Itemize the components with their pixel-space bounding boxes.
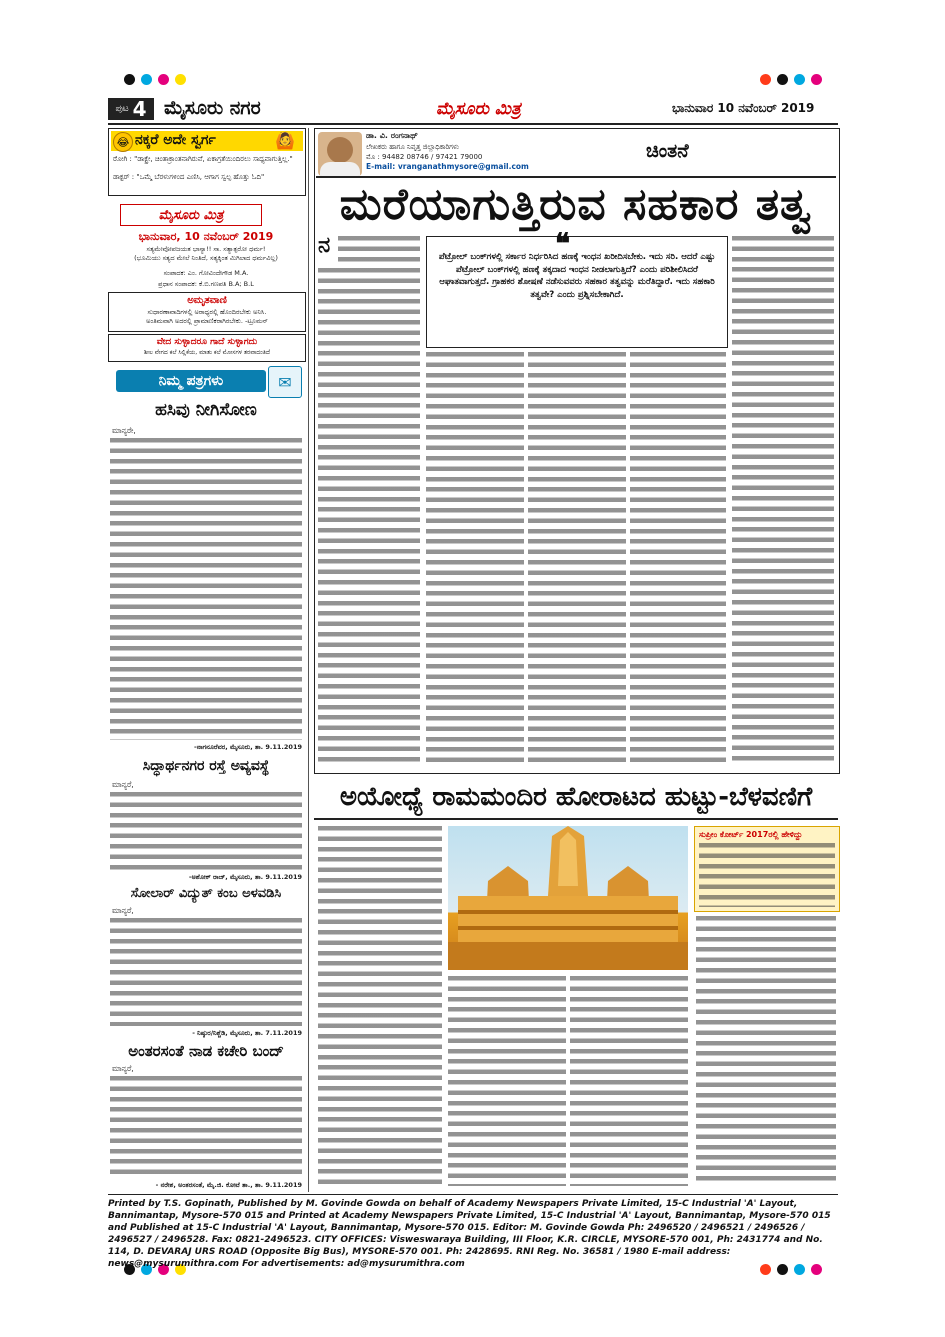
article-text	[630, 352, 726, 766]
article-text	[696, 916, 836, 1186]
imprint-motto: ಸತ್ಯಮೇವೋಪಜಯತ ಭಾಸ್ಯಾ!! ಸಾ. ಸತ್ಯಾತ್ಪರೋ ಧರ್ಮ!	[146, 245, 266, 253]
article-text	[338, 236, 420, 266]
imprint-motto-translation: (ಭೂಮಿಯು ಸತ್ಯದ ಮೇಲೆ ನಿಂತಿದೆ, ಸತ್ಯಕ್ಕಿಂತ ಮಿಗಿಲಾದ ಧರ್ಮವಿಲ್ಲ)	[134, 254, 278, 262]
temple-base	[458, 896, 678, 942]
author-phone: ಮೊ : 94482 08746 / 97421 79000	[366, 153, 483, 161]
joke-box	[108, 128, 306, 196]
author-shirt	[320, 162, 360, 176]
footer-imprint: Printed by T.S. Gopinath, Published by M. Govinde Gowda on behalf of Academy Newspapers Private Limited, 15-C Industrial 'A' Layout, Bannimantap, Mysore-570 015 and Printed at Academy Newspapers Private Limited, 15-C Industrial 'A' Layout, Bannimantap, Mysore-570 015 and Published at 15-C Industrial 'A' Layout, Bannimantap, Mysore-570 015. Editor: M. Govinde Gowda Ph: 2496520 / 2496521 / 2496526 / 2496527 / 2496528. Fax: 0821-2496523. CITY OFFICES: Visweswaraya Building, III Floor, K.R. CIRCLE, MYSORE-570 001, Ph: 2431774 and No. 114, D. DEVARAJ URS ROAD (Opposite Big Bus), MYSORE-570 001. Ph: 2428695. RNI Reg. No. 36581 / 1980 E-mail address: news@mysurumithra.com For advertisements: ad@mysurumithra.com	[108, 1199, 831, 1269]
supreme-court-title: ಸುಪ್ರೀಂ ಕೋರ್ಟ್ 2017ರಲ್ಲಿ ಹೇಳಿದ್ದು	[699, 830, 803, 839]
letter-signoff: - ನರೇಶ, ಅಂತರಸಂತೆ, ಮೈ.ಜಿ. ಕೋಟೆ ತಾ., ತಾ. 9.11.2019	[155, 1181, 302, 1189]
registration-dot	[158, 74, 169, 85]
page-number: 4	[132, 97, 147, 121]
column-divider	[308, 128, 309, 1192]
letter-salutation: ಮಾನ್ಯರೆ,	[112, 780, 134, 789]
letter-signoff: -ನಾಗನೂರೆವರ, ಮೈಸೂರು, ತಾ. 9.11.2019	[194, 743, 302, 751]
imprint-chief-editor: ಪ್ರಧಾನ ಸಂಪಾದಕ: ಕೆ.ಬಿ.ಗಣಪತಿ B.A; B.L	[158, 280, 254, 288]
registration-marks-top-right	[760, 74, 822, 85]
letters-banner-text: ನಿಮ್ಮ ಪತ್ರಗಳು	[158, 373, 224, 389]
joke-line-1: ರೋಗಿ : "ಡಾಕ್ಟ್ರೇ, ಚಿಂತಾಕ್ರಾಂತನಾಗಿರುವೆ, ಏಕಾಗ್ರತೆಯಿಂದಿರಲು ಸಾಧ್ಯವಾಗುತ್ತಿಲ್ಲ."	[113, 155, 293, 163]
proverb-box	[108, 334, 306, 362]
article-text	[570, 976, 688, 1186]
letter-body	[110, 438, 302, 740]
letter-title: ಅಂತರಸಂತೆ ನಾಡ ಕಚೇರಿ ಬಂದ್	[128, 1042, 284, 1060]
temple-band	[458, 910, 678, 914]
column-label: ಚಿಂತನೆ	[646, 140, 689, 162]
author-name: ಡಾ. ವಿ. ರಂಗನಾಥ್	[366, 131, 418, 140]
joke-line-2: ಡಾಕ್ಟರ್ : "ಒಮ್ಮೆ ಬೆರಳುಗಳಿಂದ ಎಣಿಸಿ, ಆಗಾಗ ಸ್ವಲ್ಪ ಹೊತ್ತು ಓದಿ"	[113, 173, 265, 181]
registration-dot	[811, 74, 822, 85]
article-text	[528, 352, 626, 766]
imprint-editor: ಸಂಪಾದಕ: ಎಂ. ಗೋವಿಂದೇಗೌಡ M.A.	[163, 269, 249, 277]
laughing-face-icon: 😂	[113, 132, 133, 152]
registration-dot	[760, 74, 771, 85]
joke-title: ನಕ್ಕರೆ ಅದೇ ಸ್ವರ್ಗ	[135, 132, 216, 148]
imprint-masthead: ಮೈಸೂರು ಮಿತ್ರ	[158, 207, 224, 223]
page-label: ಪುಟ	[115, 104, 129, 114]
registration-dot	[175, 74, 186, 85]
issue-date: ಭಾನುವಾರ 10 ನವೆಂಬರ್ 2019	[672, 101, 815, 115]
letter-signoff: -ಅಶೋಕ್ ರಾಜ್, ಮೈಸೂರು, ತಾ. 9.11.2019	[188, 873, 302, 881]
article-text	[448, 976, 566, 1186]
article-text	[732, 236, 834, 766]
quote-line-1: ಸುಧಾರಣಾವಾದಿಗಳಲ್ಲಿ ಅರಾಧ್ಯರಲ್ಲಿ ಹೊಂದಿರಬೇಕು ಅನಿಸಿ.	[147, 308, 267, 316]
author-face	[327, 137, 353, 163]
letter-title: ಸೋಲಾರ್ ವಿದ್ಯುತ್ ಕಂಬ ಅಳವಡಿಸಿ	[130, 886, 282, 901]
temple-spire-highlight	[558, 832, 578, 886]
letter-salutation: ಮಾನ್ಯರೇ,	[112, 426, 136, 435]
pull-quote-box	[426, 227, 728, 348]
letter-title: ಸಿದ್ಧಾರ್ಥನಗರ ರಸ್ತೆ ಅವ್ಯವಸ್ಥೆ	[142, 758, 270, 774]
letter-body	[110, 918, 302, 1026]
pull-quote-text: ಪೆಟ್ರೋಲ್ ಬಂಕ್‌ಗಳಲ್ಲಿ ಸರ್ಕಾರ ನಿರ್ಧರಿಸಿದ ಹಣಕ್ಕೆ ಇಂಧನ ಖರೀದಿಸಬೇಕು. ಇದು ಸರಿ. ಆದರೆ ಎಷ್ಟು ಪೆಟ್ರೋಲ್ ಬಂಕ್‌ಗಳಲ್ಲಿ ಹಣಕ್ಕೆ ತಕ್ಕದಾದ ಇಂಧನ ನೀಡಲಾಗುತ್ತಿದೆ? ಎಂದು ಪರಿಶೀಲಿಸಿದರೆ ಆಘಾತವಾಗುತ್ತದೆ. ಗ್ರಾಹಕರ ಶೋಷಣೆ ನಡೆಸುವವರು ಸಹಕಾರ ತತ್ವವನ್ನು ಮರೆತಿದ್ದಾರೆ. ಇದು ಸಹಕಾರಿ ತತ್ವವೇ? ಎಂದು ಪ್ರಶ್ನಿಸಬೇಕಾಗಿದೆ.	[438, 252, 716, 300]
letter-signoff: - ನಿಷ್ಠುರ/ನಿಶ್ಚೆಡಿ, ಮೈಸೂರು, ತಾ. 7.11.2019	[192, 1029, 302, 1037]
letter-title: ಹಸಿವು ನೀಗಿಸೋಣ	[155, 400, 257, 420]
registration-marks-top-left	[124, 74, 186, 85]
imprint-masthead-box	[120, 204, 262, 226]
section-title: ಮೈಸೂರು ನಗರ	[164, 97, 261, 119]
column-head-rule	[316, 176, 836, 178]
header-rule	[108, 123, 838, 125]
article-text	[426, 352, 524, 766]
cartoon-figure-icon: 🙆	[275, 131, 295, 150]
envelope-icon: ✉	[268, 366, 302, 398]
letter-body	[110, 1076, 302, 1176]
author-photo	[318, 132, 362, 176]
temple-image	[448, 826, 688, 970]
article-text	[318, 826, 442, 1186]
proverb-title: ವೇದ ಸುಳ್ಳಾದರೂ ಗಾದೆ ಸುಳ್ಳಾಗದು	[156, 337, 258, 347]
author-title: ಲೇಖಕರು ಹಾಗೂ ನಿವೃತ್ತ ಜಿಲ್ಲಾಧಿಕಾರಿಗಳು	[366, 143, 459, 151]
letter-salutation: ಮಾನ್ಯರೆ,	[112, 906, 134, 915]
quote-title: ಅಮೃತವಾಣಿ	[187, 295, 227, 306]
letters-banner	[116, 370, 266, 392]
dropcap: ನ	[318, 232, 331, 258]
temple-band	[458, 926, 678, 930]
footer-rule	[108, 1194, 838, 1195]
registration-dot	[777, 74, 788, 85]
temple-plinth	[448, 942, 688, 970]
proverb-line: ಶೀಲ ವೇಗದ ಕಲೆ ಸಿಲ್ಲಿಕೆಯ, ಮಾತು ಕಲೆ ಮೋಸಗಳ ತರವಾದಂತಿದೆ	[143, 349, 271, 356]
masthead: ಮೈಸೂರು ಮಿತ್ರ	[436, 99, 521, 119]
supreme-court-text	[699, 843, 835, 907]
author-email: E-mail: vranganathmysore@gmail.com	[366, 162, 529, 171]
supreme-court-box	[694, 826, 840, 912]
ayodhya-headline-bar	[314, 778, 838, 820]
registration-dot	[794, 74, 805, 85]
registration-dot	[124, 74, 135, 85]
registration-dot	[141, 74, 152, 85]
page-number-badge	[108, 98, 154, 120]
ayodhya-headline: ಅಯೋಧ್ಯೆ ರಾಮಮಂದಿರ ಹೋರಾಟದ ಹುಟ್ಟು-ಬೆಳವಣಿಗೆ	[339, 782, 813, 812]
imprint-date: ಭಾನುವಾರ, 10 ನವೆಂಬರ್ 2019	[138, 230, 274, 243]
letter-salutation: ಮಾನ್ಯರೆ,	[112, 1064, 134, 1073]
quote-line-2: ಅಂತಿಮವಾಗಿ ಅದರಲ್ಲಿ ಪ್ರಾಮಾಣಿಕರಾಗಿರಬೇಕು. -ಟ್ರೂಮನ್	[146, 317, 268, 325]
letter-body	[110, 792, 302, 870]
quote-box	[108, 292, 306, 332]
article-text	[318, 268, 420, 766]
column-headline: ಮರೆಯಾಗುತ್ತಿರುವ ಸಹಕಾರ ತತ್ವ	[339, 179, 813, 230]
temple-illustration	[448, 826, 688, 970]
quote-mark-icon: ❝	[555, 227, 571, 260]
